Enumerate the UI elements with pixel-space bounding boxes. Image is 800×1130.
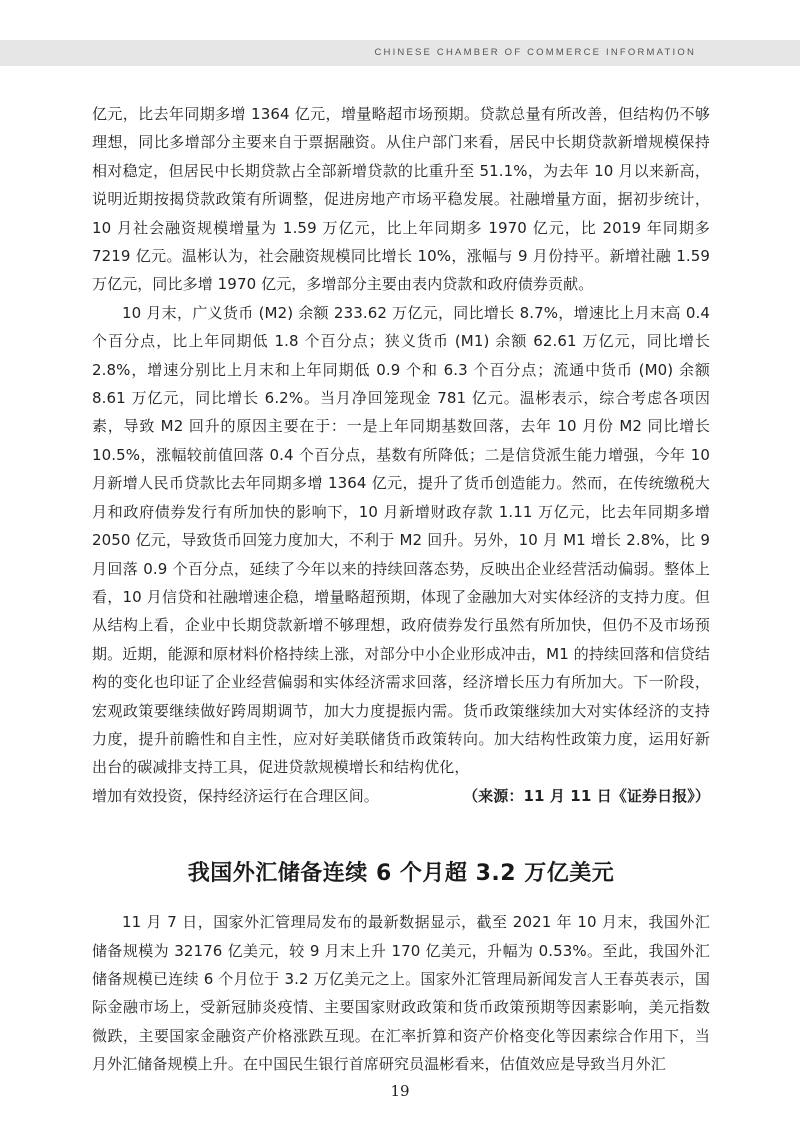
article1-paragraph-2: 10 月末，广义货币 (M2) 余额 233.62 万亿元，同比增长 8.7%，增速比上月末高 0.4 个百分点，比上年同期低 1.8 个百分点；狭义货币 (M1) 余额 62.61 万亿元，同比增长 2.8%，增速分别比上月末和上年同期低 0.9 个和 6.3 个百分点；流通中货币 (M0) 余额 8.61 万亿元，同比增长 6.2%。当月净回笼现金 781 亿元。温彬表示，综合考虑各项因素，导致 M2 回升的原因主要在于：一是上年同期基数回落，去年 10 月份 M2 同比增长 10.5%，涨幅较前值回落 0.4 个百分点，基数有所降低；二是信贷派生能力增强，今年 10 月新增人民币贷款比去年同期多增 1364 亿元，提升了货币创造能力。然而，在传统缴税大月和政府债券发行有所加快的影响下，10 月新增财政存款 1.11 万亿元，比去年同期多增 2050 亿元，导致货币回笼力度加大，不利于 M2 回升。另外，10 月 M1 增长 2.8%，比 9 月回落 0.9 个百分点，延续了今年以来的持续回落态势，反映出企业经营活动偏弱。整体上看，10 月信贷和社融增速企稳，增量略超预期，体现了金融加大对实体经济的支持力度。但从结构上看，企业中长期贷款新增不够理想，政府债券发行虽然有所加快，但仍不及市场预期。近期，能源和原材料价格持续上涨，对部分中小企业形成冲击，M1 的持续回落和信贷结构的变化也印证了企业经营偏弱和实体经济需求回落，经济增长压力有所加大。下一阶段，宏观政策要继续做好跨周期调节，加大力度提振内需。货币政策继续加大对实体经济的支持力度，提升前瞻性和自主性，应对好美联储货币政策转向。加大结构性政策力度，运用好新出台的碳减排支持工具，促进贷款规模增长和结构优化， [92, 303, 710, 777]
article1-paragraph-1: 亿元，比去年同期多增 1364 亿元，增量略超市场预期。贷款总量有所改善，但结构仍不够理想，同比多增部分主要来自于票据融资。从住户部门来看，居民中长期贷款新增规模保持相对稳定，但居民中长期贷款占全部新增贷款的比重升至 51.1%，为去年 10 月以来新高，说明近期按揭贷款政策有所调整，促进房地产市场平稳发展。社融增量方面，据初步统计，10 月社会融资规模增量为 1.59 万亿元，比上年同期多 1970 亿元，比 2019 年同期多 7219 亿元。温彬认为，社会融资规模同比增长 10%，涨幅与 9 月份持平。新增社融 1.59 万亿元，同比多增 1970 亿元，多增部分主要由表内贷款和政府债券贡献。 [92, 105, 710, 294]
article1-closing-line [92, 782, 710, 810]
page-number: 19 [390, 1082, 410, 1100]
article2-title: 我国外汇储备连续 6 个月超 3.2 万亿美元 [187, 861, 615, 887]
publication-name: CHINESE CHAMBER OF COMMERCE INFORMATION [374, 47, 696, 58]
article1-source: （来源：11 月 11 日《证券日报》） [463, 786, 710, 805]
page-content [92, 100, 710, 1079]
article1-last-sentence: 增加有效投资，保持经济运行在合理区间。 [92, 786, 379, 805]
article2-paragraph-1: 11 月 7 日，国家外汇管理局发布的最新数据显示，截至 2021 年 10 月末，我国外汇储备规模为 32176 亿美元，较 9 月末上升 170 亿美元，升幅为 0.53%。至此，我国外汇储备规模已连续 6 个月位于 3.2 万亿美元之上。国家外汇管理局新闻发言人王春英表示，国际金融市场上，受新冠肺炎疫情、主要国家财政政策和货币政策预期等因素影响，美元指数微跌，主要国家金融资产价格涨跌互现。在汇率折算和资产价格变化等因素综合作用下，当月外汇储备规模上升。在中国民生银行首席研究员温彬看来，估值效应是导致当月外汇 [92, 913, 710, 1074]
